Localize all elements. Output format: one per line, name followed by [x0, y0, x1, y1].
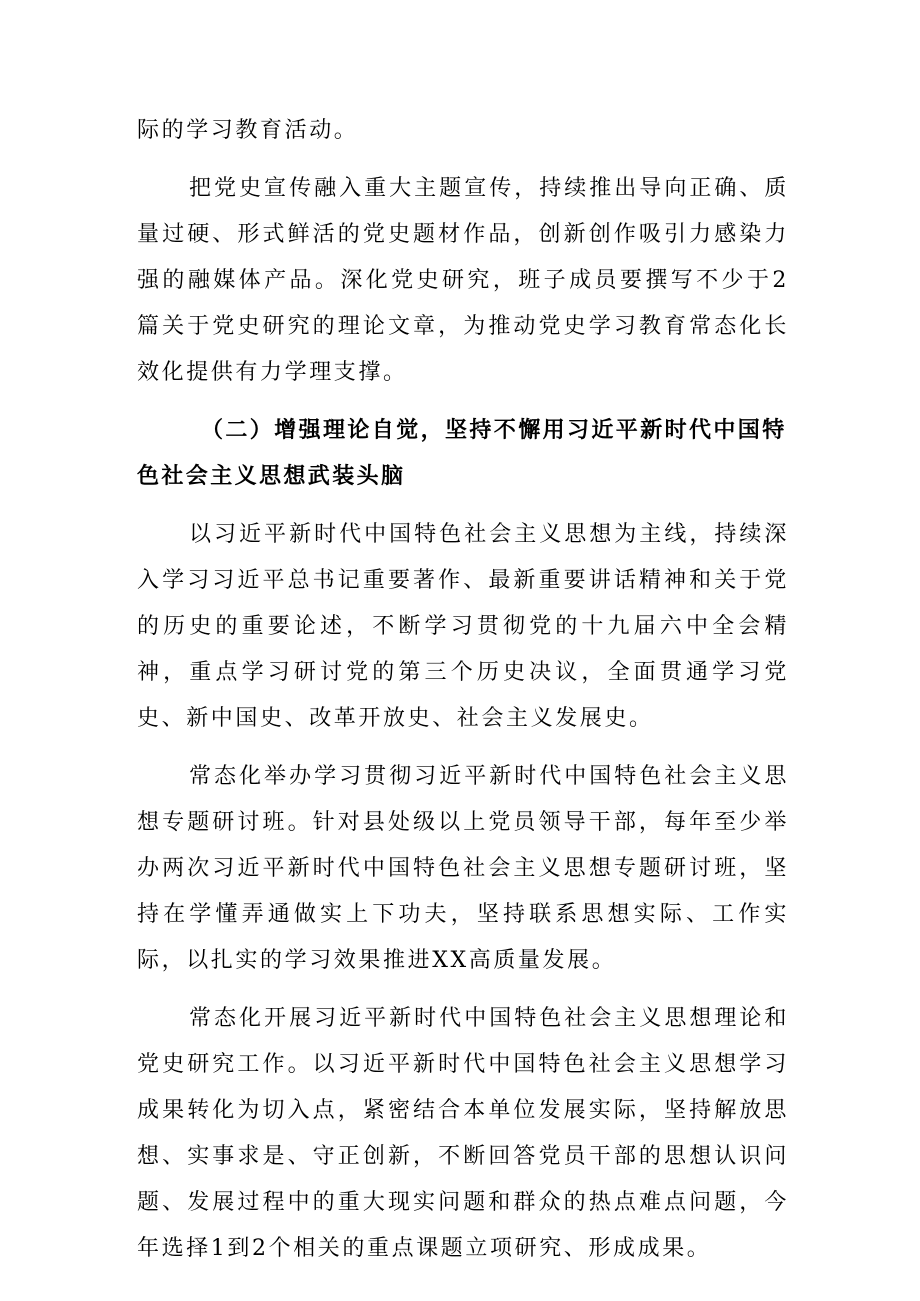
paragraph-gap	[137, 500, 789, 512]
paragraph-continuation: 际的学习教育活动。	[137, 118, 359, 143]
paragraph-seminar: 常态化举办学习贯彻习近平新时代中国特色社会主义思想专题研讨班。针对县处级以上党员领导干部，每年至少举办两次习近平新时代中国特色社会主义思想专题研讨班，坚持在学懂弄通做实上下功夫，坚持联系思想实际、工作实际，以扎实的学习效果推进XX高质量发展。	[137, 764, 789, 973]
paragraph-gap	[137, 984, 789, 996]
section-heading-2: （二）增强理论自觉，坚持不懈用习近平新时代中国特色社会主义思想武装头脑	[137, 418, 787, 489]
paragraph-research-work: 常态化开展习近平新时代中国特色社会主义思想理论和党史研究工作。以习近平新时代中国特色社会主义思想学习成果转化为切入点，紧密结合本单位发展实际，坚持解放思想、实事求是、守正创新，不断回答党员干部的思想认识问题、发展过程中的重大现实问题和群众的热点难点问题，今年选择1到2个相关的重点课题立项研究、形成成果。	[137, 1006, 789, 1261]
paragraph-gap	[137, 742, 789, 754]
paragraph-study-main-line: 以习近平新时代中国特色社会主义思想为主线，持续深入学习习近平总书记重要著作、最新重要讲话精神和关于党的历史的重要论述，不断学习贯彻党的十九届六中全会精神，重点学习研讨党的第三个历史决议，全面贯通学习党史、新中国史、改革开放史、社会主义发展史。	[137, 522, 789, 731]
paragraph-gap	[137, 154, 789, 166]
paragraph-gap	[137, 396, 789, 408]
paragraph-party-history-publicity: 把党史宣传融入重大主题宣传，持续推出导向正确、质量过硬、形式鲜活的党史题材作品，创新创作吸引力感染力强的融媒体产品。深化党史研究，班子成员要撰写不少于2篇关于党史研究的理论文章，为推动党史学习教育常态化长效化提供有力学理支撑。	[137, 176, 789, 385]
document-page	[137, 108, 789, 1272]
